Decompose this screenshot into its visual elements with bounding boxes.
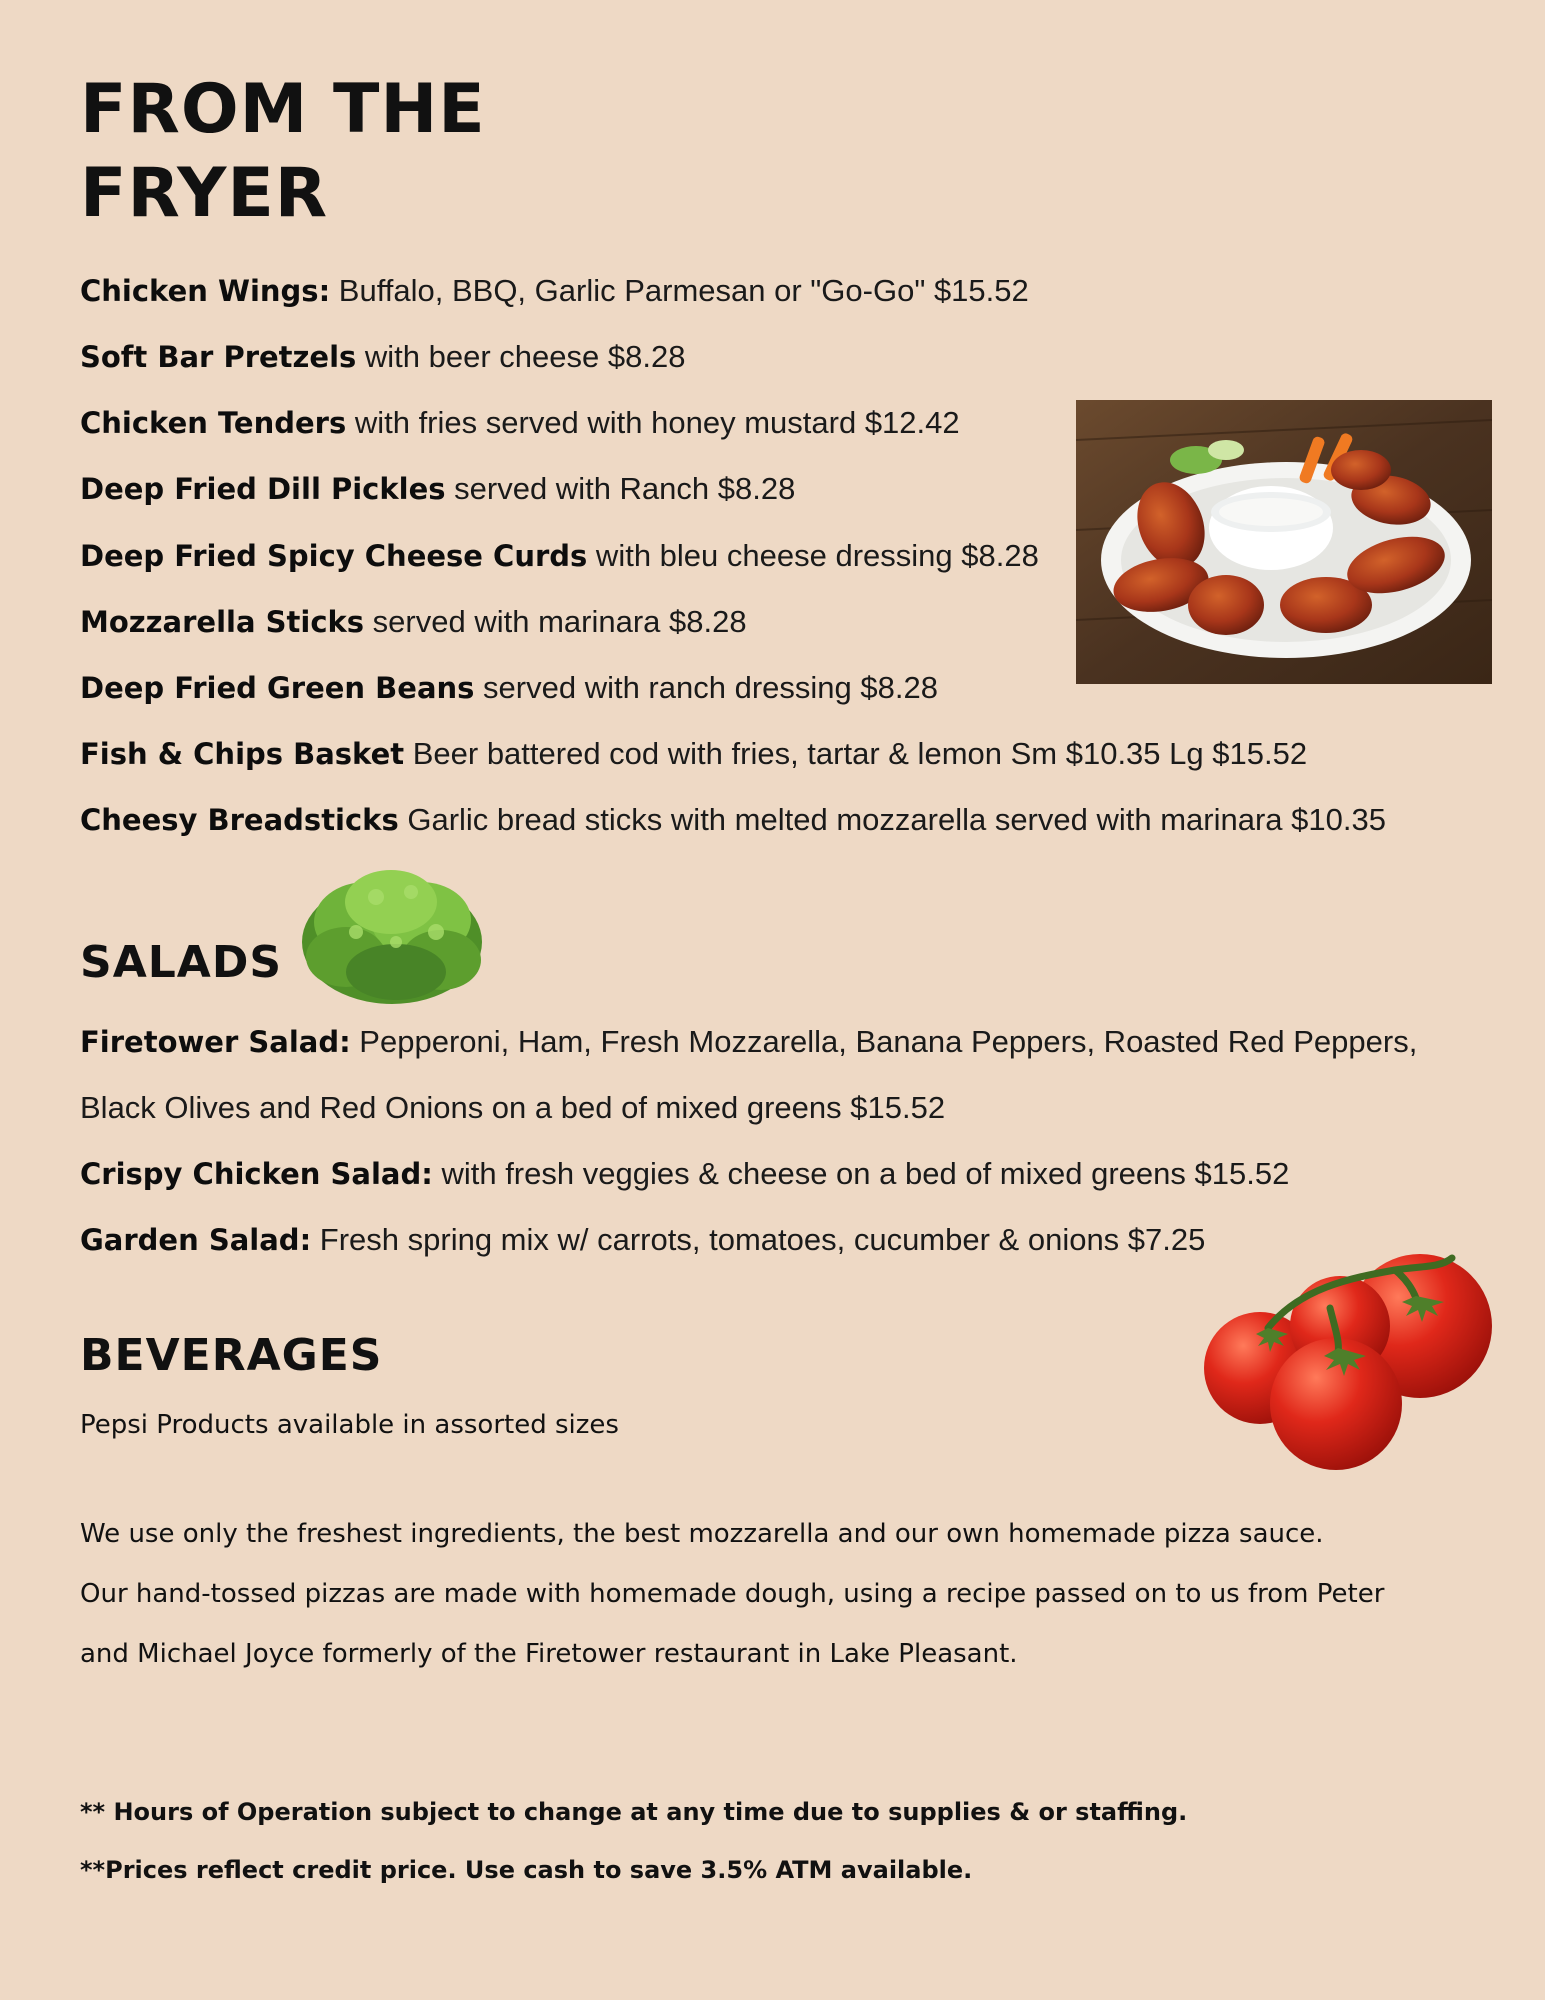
menu-item-chicken-tenders: Chicken Tenders with fries served with honey mustard $12.42 bbox=[80, 405, 960, 440]
prices-footnote: **Prices reflect credit price. Use cash to save 3.5% ATM available. bbox=[80, 1856, 973, 1884]
lettuce-photo bbox=[296, 862, 488, 1010]
hours-footnote: ** Hours of Operation subject to change at any time due to supplies & or staffing. bbox=[80, 1798, 1188, 1826]
menu-item-dill-pickles: Deep Fried Dill Pickles served with Ranch $8.28 bbox=[80, 471, 796, 506]
menu-item-fish-chips: Fish & Chips Basket Beer battered cod with fries, tartar & lemon Sm $10.35 Lg $15.52 bbox=[80, 736, 1308, 771]
menu-item-green-beans: Deep Fried Green Beans served with ranch dressing $8.28 bbox=[80, 670, 938, 705]
beverages-title: BEVERAGES bbox=[80, 1330, 383, 1381]
beverages-text: Pepsi Products available in assorted sizes bbox=[80, 1410, 619, 1440]
menu-item-cheese-curds: Deep Fried Spicy Cheese Curds with bleu cheese dressing $8.28 bbox=[80, 538, 1039, 573]
menu-item-chicken-wings: Chicken Wings: Buffalo, BBQ, Garlic Parmesan or "Go-Go" $15.52 bbox=[80, 273, 1029, 308]
menu-item-soft-bar-pretzels: Soft Bar Pretzels with beer cheese $8.28 bbox=[80, 339, 686, 374]
menu-item-firetower-salad-continued: Black Olives and Red Onions on a bed of mixed greens $15.52 bbox=[80, 1090, 946, 1125]
about-line-1: We use only the freshest ingredients, the best mozzarella and our own homemade pizza sauce. bbox=[80, 1519, 1324, 1549]
menu-item-firetower-salad: Firetower Salad: Pepperoni, Ham, Fresh Mozzarella, Banana Peppers, Roasted Red Peppers, bbox=[80, 1024, 1418, 1059]
menu-item-cheesy-breadsticks: Cheesy Breadsticks Garlic bread sticks with melted mozzarella served with marinara $10.35 bbox=[80, 802, 1386, 837]
menu-item-crispy-chicken-salad: Crispy Chicken Salad: with fresh veggies & cheese on a bed of mixed greens $15.52 bbox=[80, 1156, 1290, 1191]
menu-item-mozzarella-sticks: Mozzarella Sticks served with marinara $8.28 bbox=[80, 604, 747, 639]
salads-title: SALADS bbox=[80, 937, 283, 988]
about-line-2: Our hand-tossed pizzas are made with homemade dough, using a recipe passed on to us from Peter bbox=[80, 1579, 1385, 1609]
tomatoes-photo bbox=[1190, 1248, 1510, 1472]
chicken-wings-photo bbox=[1076, 400, 1492, 684]
fryer-title: FROM THE FRYER bbox=[80, 70, 486, 233]
menu-item-garden-salad: Garden Salad: Fresh spring mix w/ carrots, tomatoes, cucumber & onions $7.25 bbox=[80, 1222, 1206, 1257]
about-line-3: and Michael Joyce formerly of the Firetower restaurant in Lake Pleasant. bbox=[80, 1639, 1018, 1669]
